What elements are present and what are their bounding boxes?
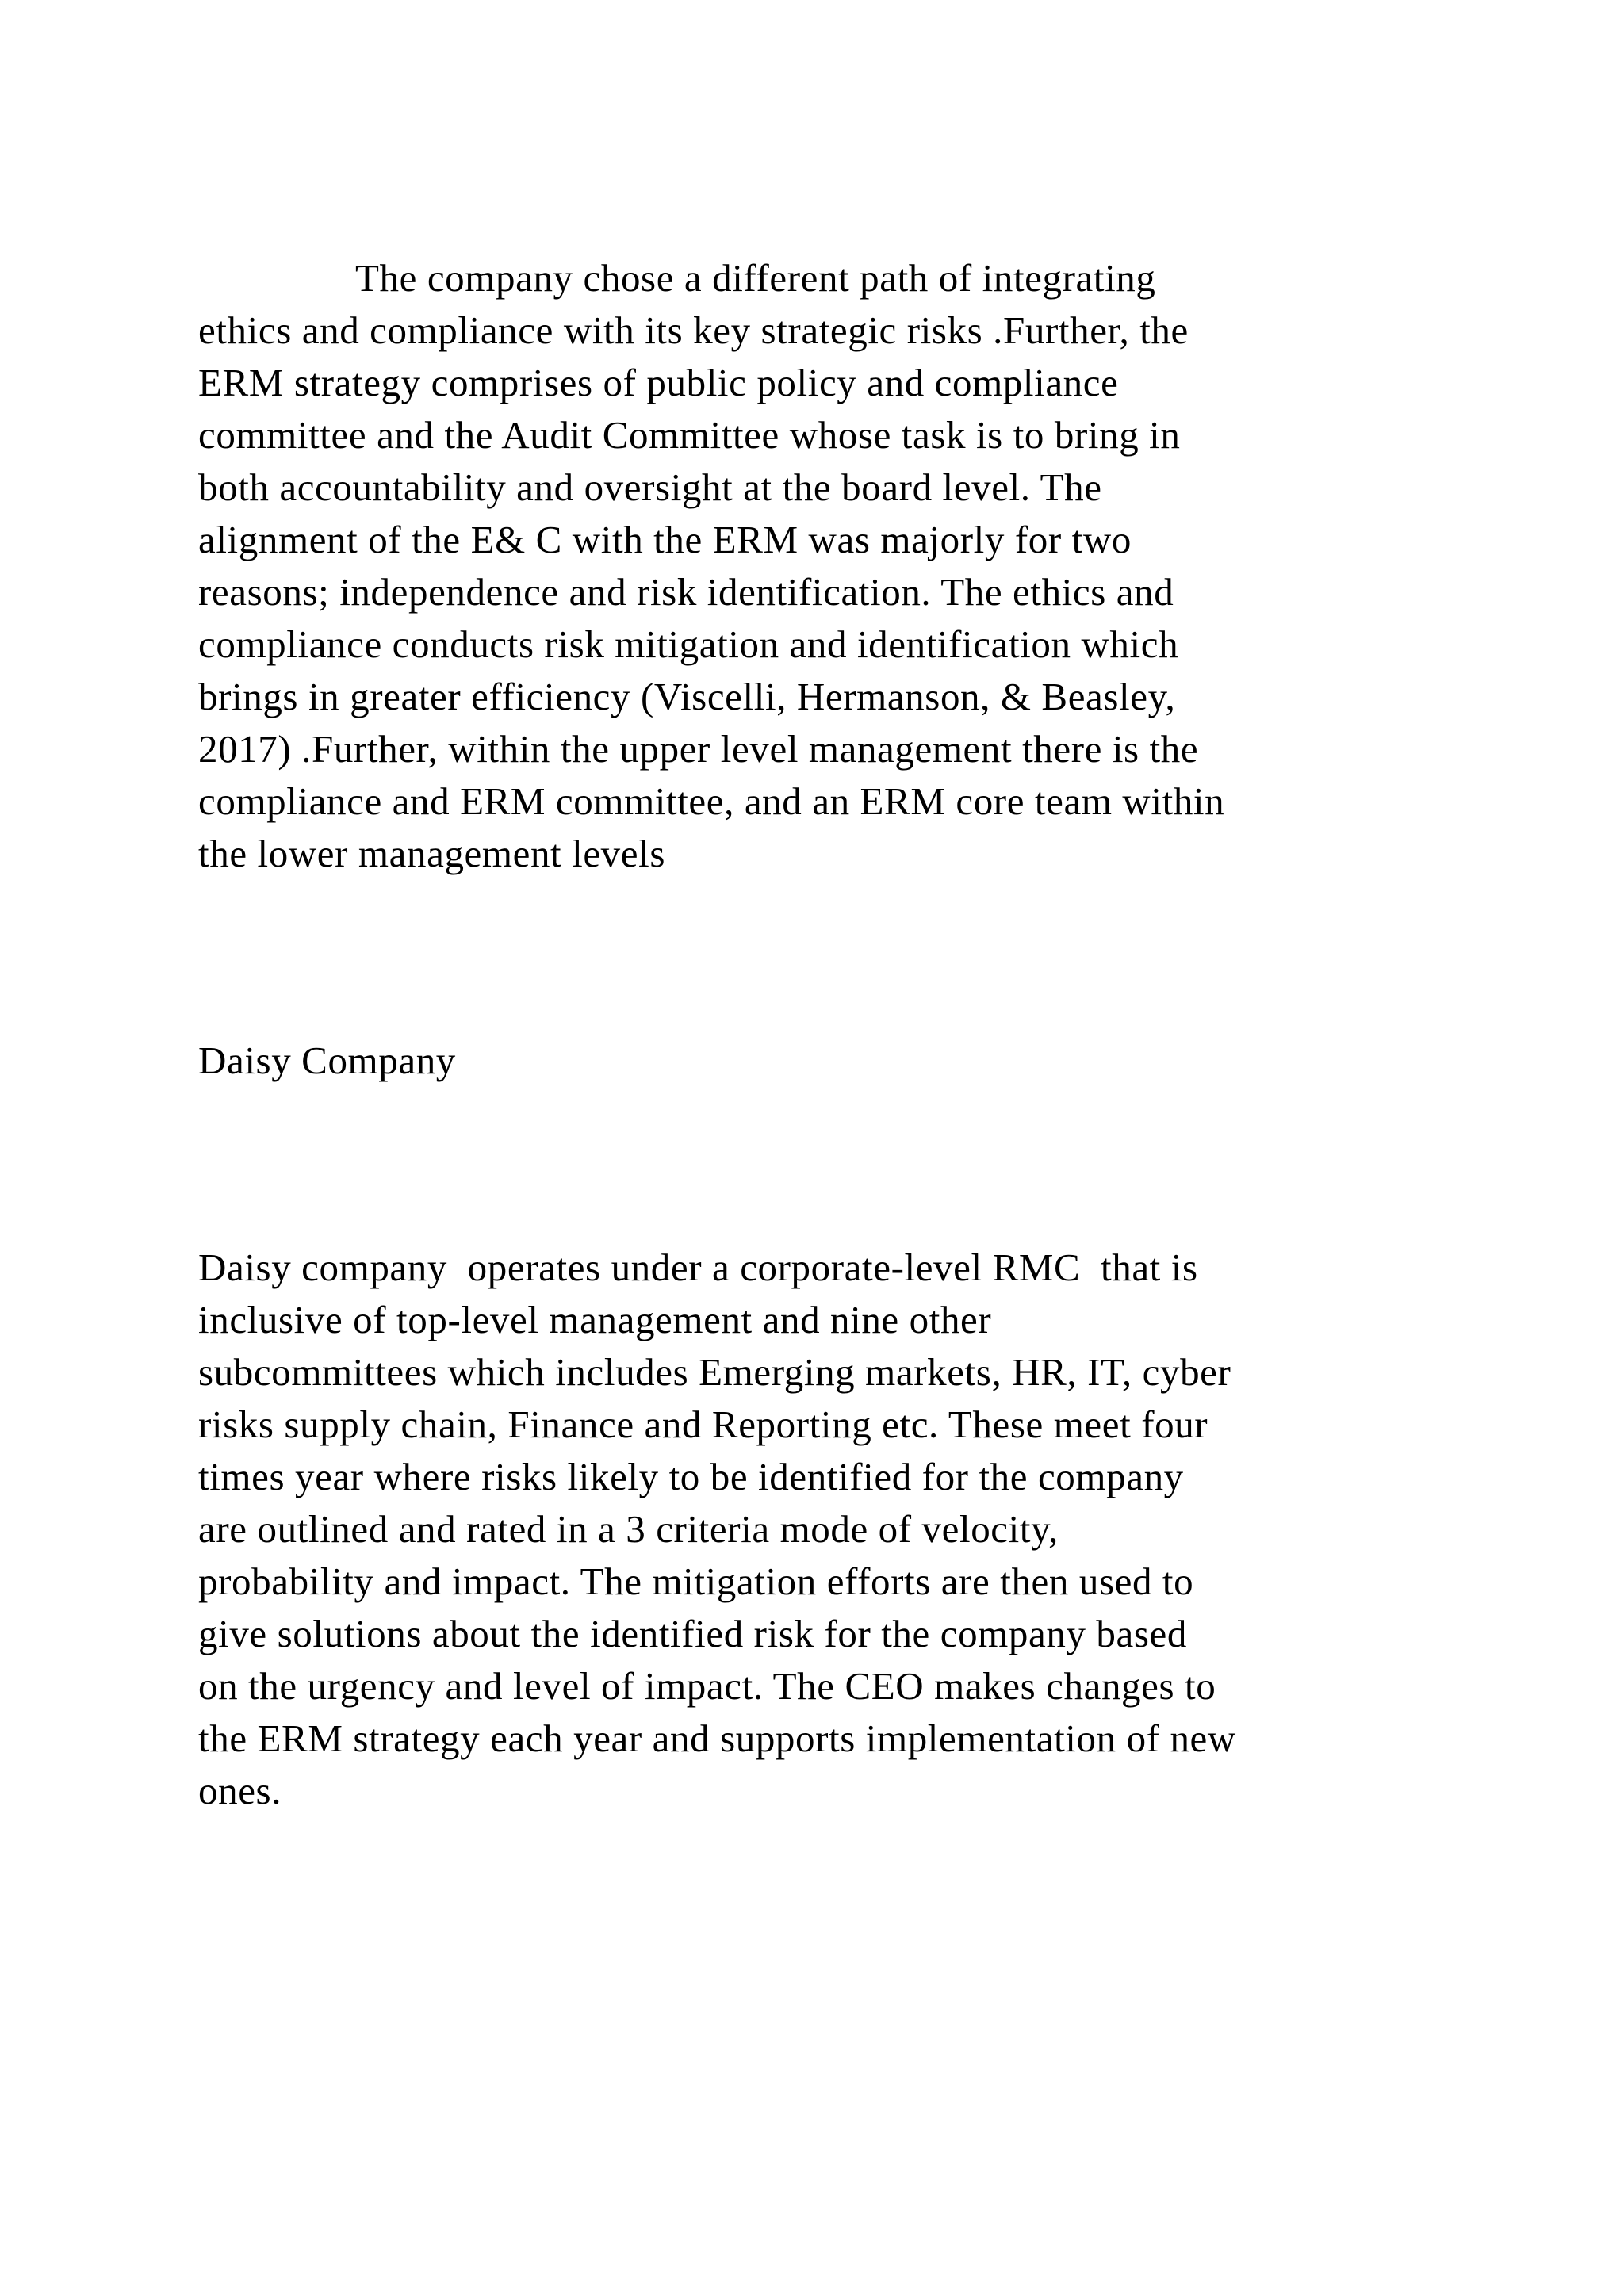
paragraph-line: are outlined and rated in a 3 criteria mode of velocity, xyxy=(198,1507,1059,1551)
paragraph-line: Daisy company operates under a corporate-level RMC that is xyxy=(198,1246,1198,1289)
paragraph-line: inclusive of top-level management and nine other xyxy=(198,1298,992,1341)
paragraph-line: the lower management levels xyxy=(198,832,666,875)
paragraph-line: give solutions about the identified risk for the company based xyxy=(198,1612,1187,1655)
paragraph-line: 2017) .Further, within the upper level management there is the xyxy=(198,727,1199,771)
paragraph-line: ethics and compliance with its key strategic risks .Further, the xyxy=(198,308,1189,352)
paragraph-line: The company chose a different path of integrating xyxy=(355,256,1156,300)
paragraph-line: reasons; independence and risk identification. The ethics and xyxy=(198,570,1174,614)
paragraph-line: committee and the Audit Committee whose task is to bring in xyxy=(198,413,1181,457)
paragraph-line: the ERM strategy each year and supports implementation of new xyxy=(198,1716,1236,1760)
paragraph-line: ERM strategy comprises of public policy and compliance xyxy=(198,361,1119,404)
paragraph-line: ones. xyxy=(198,1769,282,1812)
paragraph-line: both accountability and oversight at the board level. The xyxy=(198,465,1102,509)
paragraph-line: subcommittees which includes Emerging markets, HR, IT, cyber xyxy=(198,1350,1231,1394)
paragraph-line: probability and impact. The mitigation efforts are then used to xyxy=(198,1559,1194,1603)
paragraph-line: compliance and ERM committee, and an ERM core team within xyxy=(198,779,1225,823)
paragraph-line: on the urgency and level of impact. The CEO makes changes to xyxy=(198,1664,1216,1708)
paragraph-line: compliance conducts risk mitigation and identification which xyxy=(198,622,1179,666)
paragraph-line: risks supply chain, Finance and Reporting etc. These meet four xyxy=(198,1402,1208,1446)
paragraph-line: alignment of the E& C with the ERM was majorly for two xyxy=(198,518,1132,561)
section-heading: Daisy Company xyxy=(198,1039,456,1082)
paragraph-line: times year where risks likely to be identified for the company xyxy=(198,1455,1184,1498)
paragraph-line: brings in greater efficiency (Viscelli, Hermanson, & Beasley, xyxy=(198,675,1176,718)
